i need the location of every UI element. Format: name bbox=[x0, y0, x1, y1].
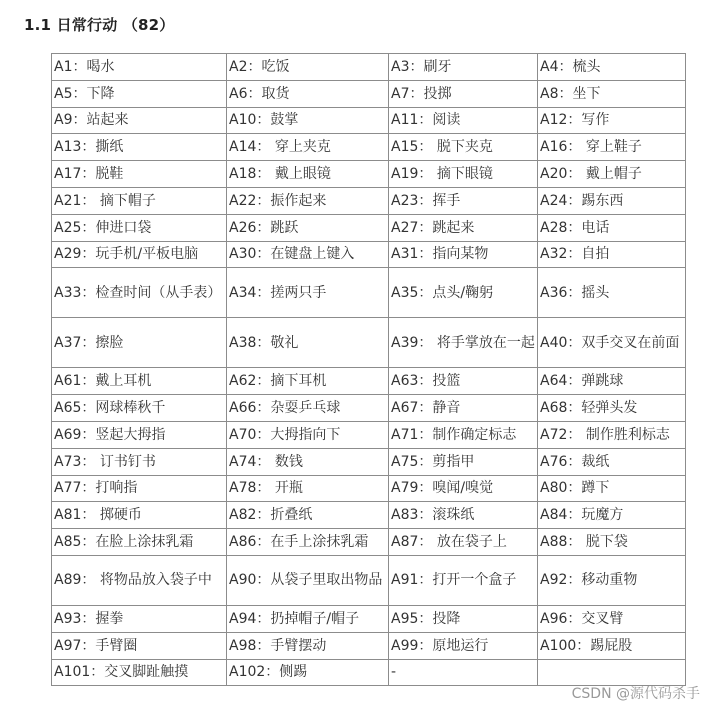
table-cell: A72： 制作胜利标志 bbox=[538, 421, 686, 448]
table-cell: A76：裁纸 bbox=[538, 448, 686, 475]
table-cell: A91：打开一个盒子 bbox=[389, 555, 538, 605]
table-cell: A3：刷牙 bbox=[389, 54, 538, 81]
table-cell: A5：下降 bbox=[52, 80, 227, 107]
table-row bbox=[52, 555, 686, 605]
table-cell: A74： 数钱 bbox=[227, 448, 389, 475]
table-cell: A31：指向某物 bbox=[389, 241, 538, 268]
table-cell: A80：蹲下 bbox=[538, 475, 686, 502]
table-cell: A26：跳跃 bbox=[227, 214, 389, 241]
watermark: CSDN @源代码杀手 bbox=[571, 686, 700, 702]
table-row bbox=[52, 134, 686, 161]
table-cell: A84：玩魔方 bbox=[538, 502, 686, 529]
table-cell: A73： 订书钉书 bbox=[52, 448, 227, 475]
table-row bbox=[52, 395, 686, 422]
table-cell: A86：在手上涂抹乳霜 bbox=[227, 529, 389, 556]
table-cell: A89： 将物品放入袋子中 bbox=[52, 555, 227, 605]
table-cell: A16： 穿上鞋子 bbox=[538, 134, 686, 161]
table-cell: A6：取货 bbox=[227, 80, 389, 107]
table-cell: A75：剪指甲 bbox=[389, 448, 538, 475]
table-cell: A27：跳起来 bbox=[389, 214, 538, 241]
table-cell: A40：双手交叉在前面 bbox=[538, 318, 686, 368]
table-cell: A33：检查时间（从手表） bbox=[52, 268, 227, 318]
table-cell: A100：踢屁股 bbox=[538, 632, 686, 659]
table-cell: A102：侧踢 bbox=[227, 659, 389, 686]
table-cell: A7：投掷 bbox=[389, 80, 538, 107]
table-cell: A28：电话 bbox=[538, 214, 686, 241]
table-cell: A22：振作起来 bbox=[227, 187, 389, 214]
table-cell: A20： 戴上帽子 bbox=[538, 161, 686, 188]
table-row bbox=[52, 161, 686, 188]
table-row bbox=[52, 605, 686, 632]
table-cell: A99：原地运行 bbox=[389, 632, 538, 659]
table-cell: A62：摘下耳机 bbox=[227, 368, 389, 395]
table-cell: A15： 脱下夹克 bbox=[389, 134, 538, 161]
table-cell: A30：在键盘上键入 bbox=[227, 241, 389, 268]
table-cell: A63：投篮 bbox=[389, 368, 538, 395]
table-cell: - bbox=[389, 659, 538, 686]
table-row bbox=[52, 475, 686, 502]
table-cell: A77：打响指 bbox=[52, 475, 227, 502]
table-cell: A94：扔掉帽子/帽子 bbox=[227, 605, 389, 632]
table-cell: A34：搓两只手 bbox=[227, 268, 389, 318]
table-cell: A24：踢东西 bbox=[538, 187, 686, 214]
table-cell: A95：投降 bbox=[389, 605, 538, 632]
table-row bbox=[52, 107, 686, 134]
table-cell: A32：自拍 bbox=[538, 241, 686, 268]
table-cell: A1：喝水 bbox=[52, 54, 227, 81]
table-cell: A68：轻弹头发 bbox=[538, 395, 686, 422]
table-cell: A65：网球棒秋千 bbox=[52, 395, 227, 422]
table-row bbox=[52, 529, 686, 556]
table-cell: A38：敬礼 bbox=[227, 318, 389, 368]
table-row bbox=[52, 187, 686, 214]
table-row bbox=[52, 318, 686, 368]
table-cell: A98：手臂摆动 bbox=[227, 632, 389, 659]
table-row bbox=[52, 80, 686, 107]
table-cell: A13：撕纸 bbox=[52, 134, 227, 161]
table-cell: A17：脱鞋 bbox=[52, 161, 227, 188]
table-cell: A8：坐下 bbox=[538, 80, 686, 107]
table-row bbox=[52, 54, 686, 81]
table-cell: A4：梳头 bbox=[538, 54, 686, 81]
table-cell: A101：交叉脚趾触摸 bbox=[52, 659, 227, 686]
table-row bbox=[52, 241, 686, 268]
table-cell: A83：滚珠纸 bbox=[389, 502, 538, 529]
table-row bbox=[52, 421, 686, 448]
table-cell: A64：弹跳球 bbox=[538, 368, 686, 395]
table-cell: A29：玩手机/平板电脑 bbox=[52, 241, 227, 268]
table-row bbox=[52, 502, 686, 529]
table-cell: A90：从袋子里取出物品 bbox=[227, 555, 389, 605]
table-cell: A85：在脸上涂抹乳霜 bbox=[52, 529, 227, 556]
table-row bbox=[52, 448, 686, 475]
table-cell: A93：握拳 bbox=[52, 605, 227, 632]
action-table bbox=[51, 53, 686, 686]
table-cell: A70：大拇指向下 bbox=[227, 421, 389, 448]
table-cell bbox=[538, 659, 686, 686]
table-cell: A82：折叠纸 bbox=[227, 502, 389, 529]
table-cell: A81： 掷硬币 bbox=[52, 502, 227, 529]
table-cell: A35：点头/鞠躬 bbox=[389, 268, 538, 318]
table-cell: A23：挥手 bbox=[389, 187, 538, 214]
table-cell: A21： 摘下帽子 bbox=[52, 187, 227, 214]
section-heading: 1.1 日常行动 （82） bbox=[24, 16, 175, 34]
table-cell: A10：鼓掌 bbox=[227, 107, 389, 134]
table-cell: A69：竖起大拇指 bbox=[52, 421, 227, 448]
table-row bbox=[52, 368, 686, 395]
table-row bbox=[52, 632, 686, 659]
table-cell: A88： 脱下袋 bbox=[538, 529, 686, 556]
table-cell: A39： 将手掌放在一起 bbox=[389, 318, 538, 368]
table-cell: A61：戴上耳机 bbox=[52, 368, 227, 395]
table-cell: A71：制作确定标志 bbox=[389, 421, 538, 448]
table-cell: A14： 穿上夹克 bbox=[227, 134, 389, 161]
table-row bbox=[52, 659, 686, 686]
table-cell: A87： 放在袋子上 bbox=[389, 529, 538, 556]
table-cell: A66：杂耍乒乓球 bbox=[227, 395, 389, 422]
table-row bbox=[52, 214, 686, 241]
table-cell: A9：站起来 bbox=[52, 107, 227, 134]
table-cell: A97：手臂圈 bbox=[52, 632, 227, 659]
table-cell: A96：交叉臂 bbox=[538, 605, 686, 632]
table-cell: A67：静音 bbox=[389, 395, 538, 422]
table-cell: A36：摇头 bbox=[538, 268, 686, 318]
table-cell: A79：嗅闻/嗅觉 bbox=[389, 475, 538, 502]
table-cell: A37：擦脸 bbox=[52, 318, 227, 368]
table-row bbox=[52, 268, 686, 318]
table-cell: A78： 开瓶 bbox=[227, 475, 389, 502]
table-cell: A19： 摘下眼镜 bbox=[389, 161, 538, 188]
table-cell: A25：伸进口袋 bbox=[52, 214, 227, 241]
table-cell: A2：吃饭 bbox=[227, 54, 389, 81]
table-cell: A92：移动重物 bbox=[538, 555, 686, 605]
table-cell: A11：阅读 bbox=[389, 107, 538, 134]
table-cell: A18： 戴上眼镜 bbox=[227, 161, 389, 188]
table-cell: A12：写作 bbox=[538, 107, 686, 134]
